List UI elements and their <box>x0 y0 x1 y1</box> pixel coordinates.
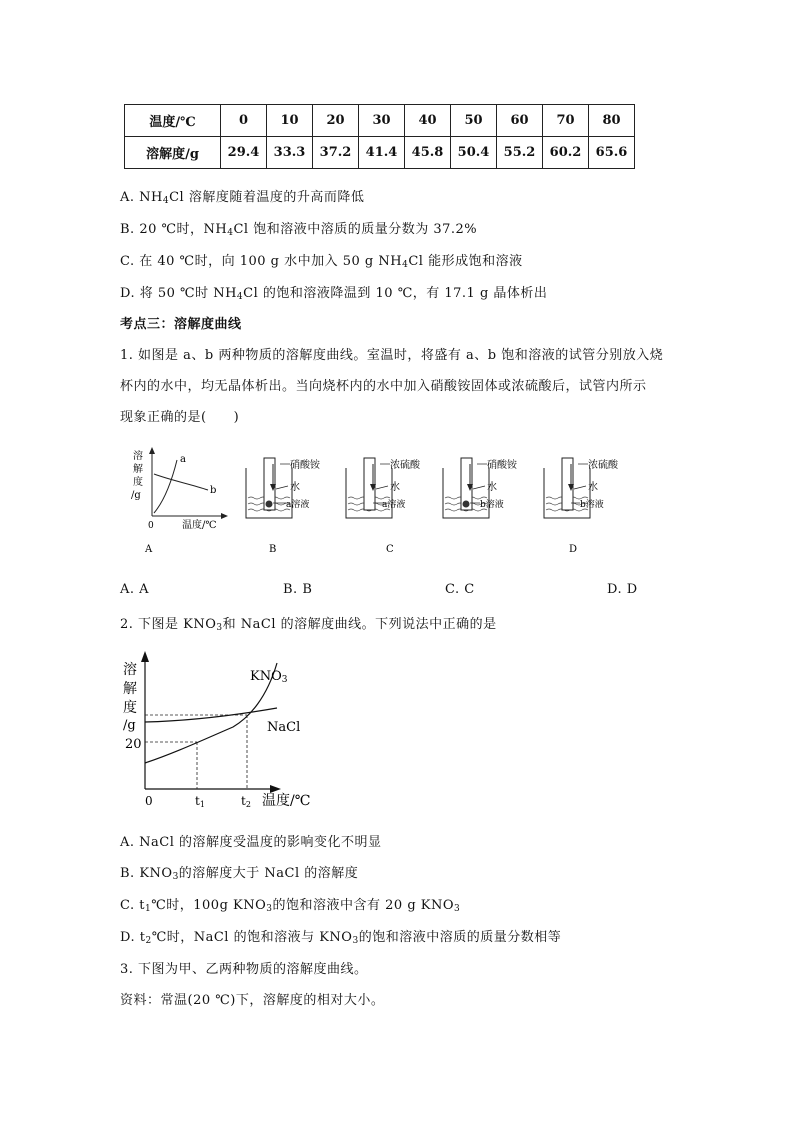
option-c: C. 在 40 ℃时，向 100 g 水中加入 50 g $NH_4Cl$ 能形成饱和溶液 <box>120 254 523 270</box>
figure-caption: B <box>269 544 277 555</box>
table-cell: 55.2 <box>497 137 543 169</box>
mini-graph-ylabel: 溶 <box>133 451 143 462</box>
graph-ylabel: /g <box>123 718 136 733</box>
table-header-cell: 0 <box>221 105 267 137</box>
mini-graph-ylabel: 解 <box>133 464 143 475</box>
reagent-label: 硝酸铵 <box>487 460 517 471</box>
curve-b-label: b <box>210 485 217 496</box>
graph-ylabel: 度 <box>123 700 137 716</box>
beaker-e <box>544 458 619 518</box>
table-cell: 50.4 <box>451 137 497 169</box>
curve-a-label: a <box>180 454 186 465</box>
q1-figure <box>120 440 640 565</box>
figure-caption: D <box>569 544 578 555</box>
kno3-nacl-solubility-graph <box>115 645 325 815</box>
mini-graph-ylabel: 度 <box>133 477 143 488</box>
table-cell: 29.4 <box>221 137 267 169</box>
table-cell: 33.3 <box>267 137 313 169</box>
question-1-line-3: 现象正确的是( ) <box>120 410 240 425</box>
curve-a <box>154 460 177 513</box>
table-header-cell: 10 <box>267 105 313 137</box>
option-a: A. $NH_4Cl$ 溶解度随着温度的升高而降低 <box>120 190 365 206</box>
mini-graph-xlabel: 温度/℃ <box>182 520 217 531</box>
question-2-title: 2. 下图是 $KNO_3$和 NaCl 的溶解度曲线。下列说法中正确的是 <box>120 617 497 633</box>
table-header-cell: 60 <box>497 105 543 137</box>
question-3-note: 资料：常温(20 ℃)下，溶解度的相对大小。 <box>120 993 385 1008</box>
graph-ylabel: 解 <box>123 681 137 697</box>
option-b: B. 20 ℃时，$NH_4Cl$ 饱和溶液中溶质的质量分数为 37.2% <box>120 222 478 238</box>
water-label: 水 <box>290 482 300 493</box>
solubility-table <box>124 104 635 169</box>
water-label: 水 <box>487 482 497 493</box>
reagent-label: 硝酸铵 <box>290 460 320 471</box>
solution-label: b溶液 <box>480 500 504 510</box>
t2-label: t2 <box>241 794 251 809</box>
water-label: 水 <box>588 482 598 493</box>
q1-option-a: A. A <box>120 582 150 597</box>
reagent-label: 浓硫酸 <box>390 460 420 471</box>
figure-caption: C <box>386 544 394 555</box>
solution-label: a溶液 <box>382 500 406 510</box>
question-1-line-1: 1. 如图是 a、b 两种物质的溶解度曲线。室温时，将盛有 a、b 饱和溶液的试管分别放入烧 <box>120 348 664 363</box>
table-header-cell: 20 <box>313 105 359 137</box>
nacl-label: NaCl <box>267 720 301 735</box>
x-axis-label: 温度/℃ <box>262 793 311 809</box>
table-row-label: 溶解度/g <box>125 137 221 169</box>
table-header-cell: 50 <box>451 105 497 137</box>
beaker-d <box>443 458 518 518</box>
figure-caption: A <box>145 544 153 555</box>
q2-option-b: B. $KNO_3$的溶解度大于 NaCl 的溶解度 <box>120 866 359 882</box>
question-1-line-2: 杯内的水中，均无晶体析出。当向烧杯内的水中加入硝酸铵固体或浓硫酸后，试管内所示 <box>120 379 647 394</box>
table-header-cell: 温度/℃ <box>125 105 221 137</box>
table-cell: 65.6 <box>589 137 635 169</box>
reagent-label: 浓硫酸 <box>588 460 618 471</box>
table-cell: 45.8 <box>405 137 451 169</box>
table-header-cell: 40 <box>405 105 451 137</box>
q2-option-c: C. $t_1℃$时，100g $KNO_3$的饱和溶液中含有 20 g $KNO_3$ <box>120 898 461 914</box>
table-cell: 41.4 <box>359 137 405 169</box>
solution-label: b溶液 <box>580 500 604 510</box>
section-heading: 考点三：溶解度曲线 <box>120 317 242 332</box>
graph-ylabel: 溶 <box>123 662 137 678</box>
table-header-cell: 80 <box>589 105 635 137</box>
solution-label: a溶液 <box>286 500 310 510</box>
t1-label: t1 <box>195 794 205 809</box>
q2-option-a: A. NaCl 的溶解度受温度的影响变化不明显 <box>120 835 382 850</box>
water-label: 水 <box>390 482 400 493</box>
mini-graph-origin: 0 <box>148 521 154 531</box>
table-row <box>125 137 635 169</box>
beaker-b <box>246 458 321 518</box>
table-cell: 60.2 <box>543 137 589 169</box>
option-d: D. 将 50 ℃时 $NH_4Cl$ 的饱和溶液降温到 10 ℃，有 17.1 g 晶体析出 <box>120 286 548 302</box>
beaker-c <box>346 458 421 518</box>
kno3-label: KNO3 <box>250 669 288 685</box>
table-header-cell: 70 <box>543 105 589 137</box>
curve-b <box>154 474 208 490</box>
table-header-cell: 30 <box>359 105 405 137</box>
mini-graph-ylabel: /g <box>131 490 141 501</box>
q2-option-d: D. $t_2℃$时，NaCl 的饱和溶液与 $KNO_3$的饱和溶液中溶质的质量分数相等 <box>120 930 562 946</box>
y-tick-20: 20 <box>125 737 142 752</box>
q1-option-b: B. B <box>283 582 313 597</box>
question-3-title: 3. 下图为甲、乙两种物质的溶解度曲线。 <box>120 962 368 977</box>
table-cell: 37.2 <box>313 137 359 169</box>
mini-solubility-graph <box>131 447 228 531</box>
q1-option-d: D. D <box>607 582 638 597</box>
origin-label: 0 <box>145 794 153 808</box>
table-header-row <box>125 105 635 137</box>
q1-option-c: C. C <box>445 582 475 597</box>
